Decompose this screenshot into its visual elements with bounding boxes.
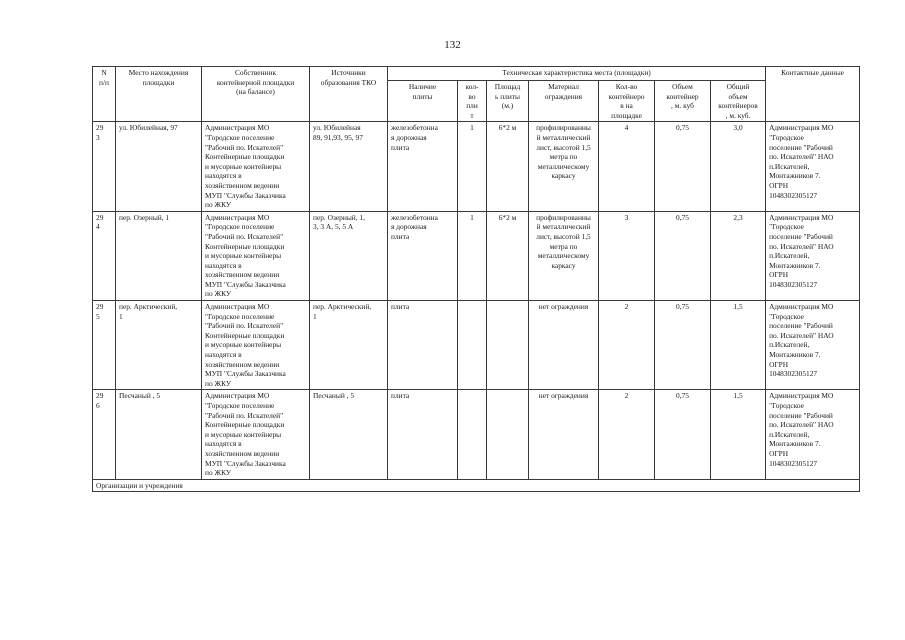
cell-container-volume: 0,75 <box>655 122 711 211</box>
cell-sources: Песчаный , 5 <box>310 390 388 479</box>
cell-fence: профилированны й металлический лист, высотой 1,5 метра по металлическому каркасу <box>529 122 599 211</box>
header-location: Место нахождения площадки <box>116 67 202 122</box>
cell-contacts: Администрация МО "Городское поселение "Рабочий по. Искателей" НАО п.Искателей, Монтажников 7. ОГРН 1048302305127 <box>766 390 860 479</box>
cell-num: 29 6 <box>93 390 116 479</box>
table-row <box>93 122 860 211</box>
cell-total-volume: 1,5 <box>711 390 766 479</box>
cell-sources: пер. Озерный, 1, 3, 3 А, 5, 5 А <box>310 211 388 300</box>
cell-slab-count: 1 <box>458 211 487 300</box>
cell-slab: железобетонна я дорожная плита <box>388 211 458 300</box>
cell-area <box>487 301 529 390</box>
cell-location: Песчаный , 5 <box>116 390 202 479</box>
cell-slab-count: 1 <box>458 122 487 211</box>
header-container-volume: Объем контейнер , м. куб <box>655 81 711 122</box>
cell-num: 29 3 <box>93 122 116 211</box>
cell-container-volume: 0,75 <box>655 211 711 300</box>
section-note: Организации и учреждения <box>93 479 860 492</box>
header-slab: Наличие плиты <box>388 81 458 122</box>
cell-total-volume: 2,3 <box>711 211 766 300</box>
cell-owner: Администрация МО "Городское поселение "Рабочий по. Искателей" Контейнерные площадки и мусорные контейнеры находятся в хозяйственном ведении МУП "Службы Заказчика по ЖКУ <box>202 211 310 300</box>
footer-row <box>93 479 860 492</box>
cell-container-count: 2 <box>599 390 655 479</box>
cell-num: 29 4 <box>93 211 116 300</box>
cell-location: пер. Арктический, 1 <box>116 301 202 390</box>
cell-location: пер. Озерный, 1 <box>116 211 202 300</box>
cell-slab: плита <box>388 390 458 479</box>
header-sources: Источники образования ТКО <box>310 67 388 122</box>
cell-container-count: 2 <box>599 301 655 390</box>
cell-sources: пер. Арктический, 1 <box>310 301 388 390</box>
cell-sources: ул. Юбилейная 89, 91,93, 95, 97 <box>310 122 388 211</box>
cell-area: 6*2 м <box>487 211 529 300</box>
header-slab-count: кол- во пли т <box>458 81 487 122</box>
cell-slab: плита <box>388 301 458 390</box>
cell-contacts: Администрация МО "Городское поселение "Рабочий по. Искателей" НАО п.Искателей, Монтажников 7. ОГРН 1048302305127 <box>766 122 860 211</box>
header-area: Площад ь плиты (м.) <box>487 81 529 122</box>
cell-num: 29 5 <box>93 301 116 390</box>
header-contacts: Контактные данные <box>766 67 860 122</box>
cell-container-count: 3 <box>599 211 655 300</box>
header-total-volume: Общий объем контейнеров , м. куб. <box>711 81 766 122</box>
cell-area: 6*2 м <box>487 122 529 211</box>
page-number: 132 <box>444 39 461 51</box>
cell-container-count: 4 <box>599 122 655 211</box>
cell-fence: нет ограждения <box>529 390 599 479</box>
cell-contacts: Администрация МО "Городское поселение "Рабочий по. Искателей" НАО п.Искателей, Монтажников 7. ОГРН 1048302305127 <box>766 301 860 390</box>
header-owner: Собственник контейнерной площадки (на балансе) <box>202 67 310 122</box>
cell-location: ул. Юбилейная, 97 <box>116 122 202 211</box>
header-num: N п/п <box>93 67 116 122</box>
table-row <box>93 211 860 300</box>
table-row <box>93 390 860 479</box>
cell-fence: профилированны й металлический лист, высотой 1,5 метра по металлическому каркасу <box>529 211 599 300</box>
cell-slab-count <box>458 390 487 479</box>
cell-owner: Администрация МО "Городское поселение "Рабочий по. Искателей" Контейнерные площадки и мусорные контейнеры находятся в хозяйственном ведении МУП "Службы Заказчика по ЖКУ <box>202 390 310 479</box>
header-fence: Материал ограждения <box>529 81 599 122</box>
cell-contacts: Администрация МО "Городское поселение "Рабочий по. Искателей" НАО п.Искателей, Монтажников 7. ОГРН 1048302305127 <box>766 211 860 300</box>
cell-slab-count <box>458 301 487 390</box>
cell-container-volume: 0,75 <box>655 390 711 479</box>
cell-fence: нет ограждения <box>529 301 599 390</box>
cell-total-volume: 1,5 <box>711 301 766 390</box>
header-container-count: Кол-во контейнеро в на площадке <box>599 81 655 122</box>
cell-owner: Администрация МО "Городское поселение "Рабочий по. Искателей" Контейнерные площадки и мусорные контейнеры находятся в хозяйственном ведении МУП "Службы Заказчика по ЖКУ <box>202 122 310 211</box>
container-sites-table <box>92 66 860 492</box>
header-tech-characteristics: Техническая характеристика места (площадки) <box>388 67 766 81</box>
cell-total-volume: 3,0 <box>711 122 766 211</box>
cell-area <box>487 390 529 479</box>
table-row <box>93 301 860 390</box>
cell-owner: Администрация МО "Городское поселение "Рабочий по. Искателей" Контейнерные площадки и мусорные контейнеры находятся в хозяйственном ведении МУП "Службы Заказчика по ЖКУ <box>202 301 310 390</box>
header-row-top <box>93 67 860 81</box>
cell-slab: железобетонна я дорожная плита <box>388 122 458 211</box>
cell-container-volume: 0,75 <box>655 301 711 390</box>
